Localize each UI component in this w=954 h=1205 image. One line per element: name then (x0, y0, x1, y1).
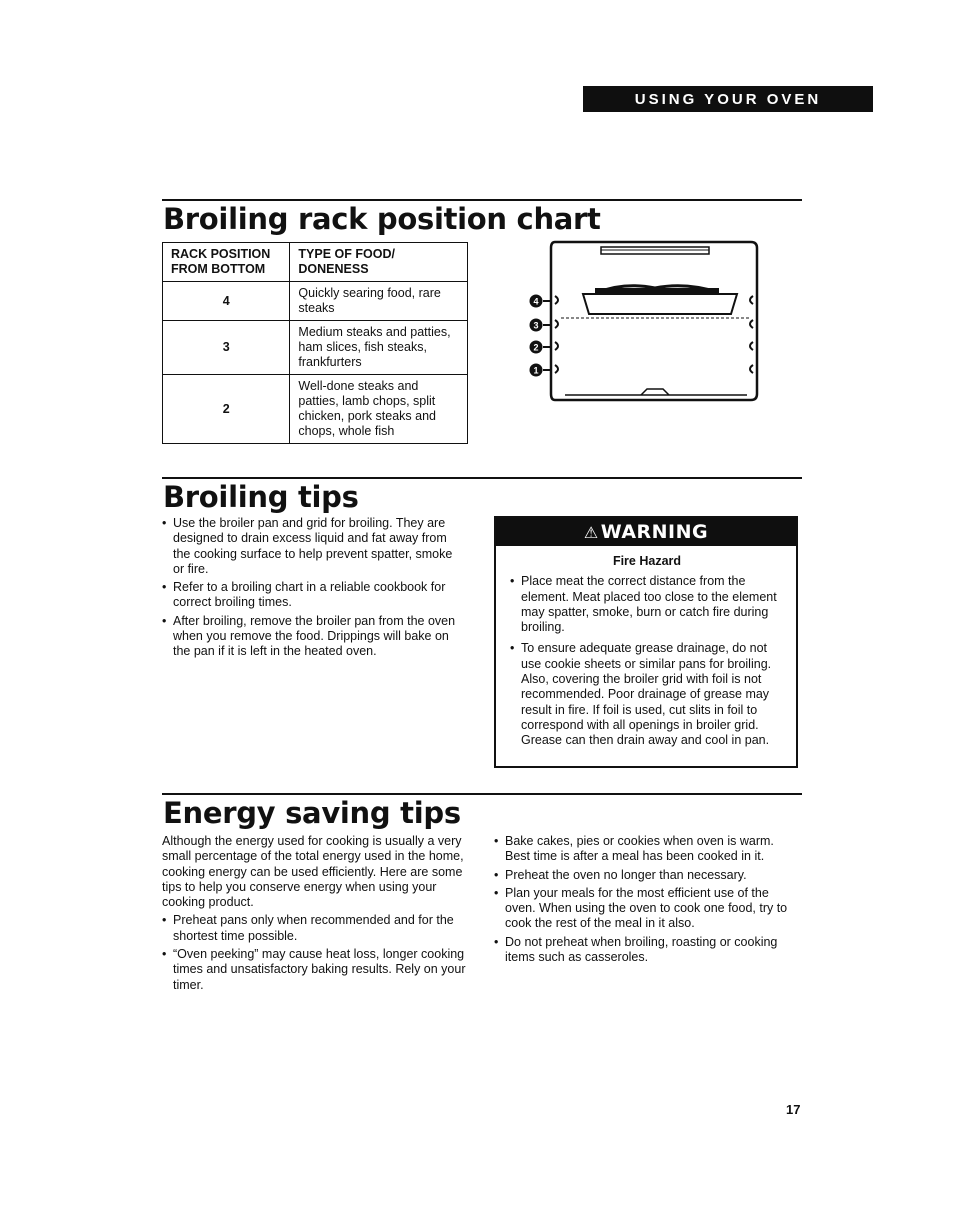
table-row (163, 375, 468, 444)
col-header-rack-position: RACK POSITION FROM BOTTOM (163, 243, 290, 282)
list-item: • “Oven peeking” may cause heat loss, longer cooking times and unsatisfactory baking results. Rely on your timer. (162, 947, 470, 993)
broiler-pan (583, 294, 737, 314)
rack-position-marker (530, 319, 553, 332)
rack-position-marker (530, 364, 553, 377)
section-rule (162, 477, 802, 479)
col-header-food-type: TYPE OF FOOD/ DONENESS (290, 243, 468, 282)
warning-triangle-icon: ⚠ (583, 522, 599, 542)
rack-chart-title: Broiling rack position chart (163, 202, 601, 236)
energy-tips-list-left (162, 913, 470, 992)
warning-list (510, 574, 784, 748)
rack-position-cell: 2 (163, 375, 290, 444)
list-item: • Plan your meals for the most efficient use of the oven. When using the oven to cook one food, try to cook the rest of the meal in it also. (494, 886, 802, 932)
rack-position-cell: 3 (163, 321, 290, 375)
food-cell: Well-done steaks and patties, lamb chops, split chicken, pork steaks and chops, whole fish (290, 375, 468, 444)
food-cell: Quickly searing food, rare steaks (290, 282, 468, 321)
list-item: • To ensure adequate grease drainage, do not use cookie sheets or similar pans for broiling. Also, covering the broiler grid with foil is not recommended. Poor drainage of grease may result in fire. If foil is used, cut slits in foil to correspond with all openings in broiler grid. Grease can then drain away and cool in pan. (510, 641, 784, 748)
fire-hazard-subtitle: Fire Hazard (612, 554, 682, 568)
energy-right-column (494, 834, 802, 968)
food-cell: Medium steaks and patties, ham slices, fish steaks, frankfurters (290, 321, 468, 375)
energy-left-column (162, 834, 470, 996)
svg-text:1: 1 (533, 365, 539, 376)
section-rule (162, 793, 802, 795)
svg-text:4: 4 (533, 296, 539, 307)
list-item: • Do not preheat when broiling, roasting or cooking items such as casseroles. (494, 935, 802, 966)
page-number: 17 (786, 1102, 801, 1117)
broiling-tips-list (162, 516, 462, 663)
list-item: • Use the broiler pan and grid for broiling. They are designed to drain excess liquid and fat away from the cooking surface to help prevent spatter, smoke or fire. (162, 516, 462, 577)
table-row (163, 321, 468, 375)
warning-label: WARNING (600, 521, 709, 543)
list-item: • Preheat the oven no longer than necessary. (494, 868, 802, 883)
energy-tips-list-right (494, 834, 802, 965)
section-banner: USING YOUR OVEN (583, 86, 873, 112)
warning-body (496, 546, 796, 749)
list-item: • Preheat pans only when recommended and for the shortest time possible. (162, 913, 470, 944)
energy-intro: Although the energy used for cooking is usually a very small percentage of the total energy used in the home, cooking energy can be used efficiently. Here are some tips to help you conserve energy when using your cooking product. (162, 834, 464, 910)
warning-box (494, 516, 798, 768)
energy-tips-title: Energy saving tips (163, 796, 461, 830)
list-item: • Bake cakes, pies or cookies when oven is warm. Best time is after a meal has been cooked in it. (494, 834, 802, 865)
list-item: • After broiling, remove the broiler pan from the oven when you remove the food. Drippings will bake on the pan if it is left in the heated oven. (162, 614, 462, 660)
warning-header (496, 518, 796, 546)
oven-cavity-outline (551, 242, 757, 400)
rack-position-marker (530, 295, 553, 308)
svg-text:2: 2 (533, 342, 539, 353)
list-item: • Refer to a broiling chart in a reliable cookbook for correct broiling times. (162, 580, 462, 611)
rack-position-table (162, 242, 468, 444)
table-row (163, 282, 468, 321)
section-rule (162, 199, 802, 201)
broiling-tips-title: Broiling tips (163, 480, 359, 514)
svg-text:3: 3 (533, 320, 539, 331)
rack-position-marker (530, 341, 553, 354)
rack-position-cell: 4 (163, 282, 290, 321)
list-item: • Place meat the correct distance from the element. Meat placed too close to the element may spatter, smoke, burn or catch fire during broiling. (510, 574, 784, 635)
oven-rack-diagram (525, 238, 765, 406)
table-header-row (163, 243, 468, 282)
